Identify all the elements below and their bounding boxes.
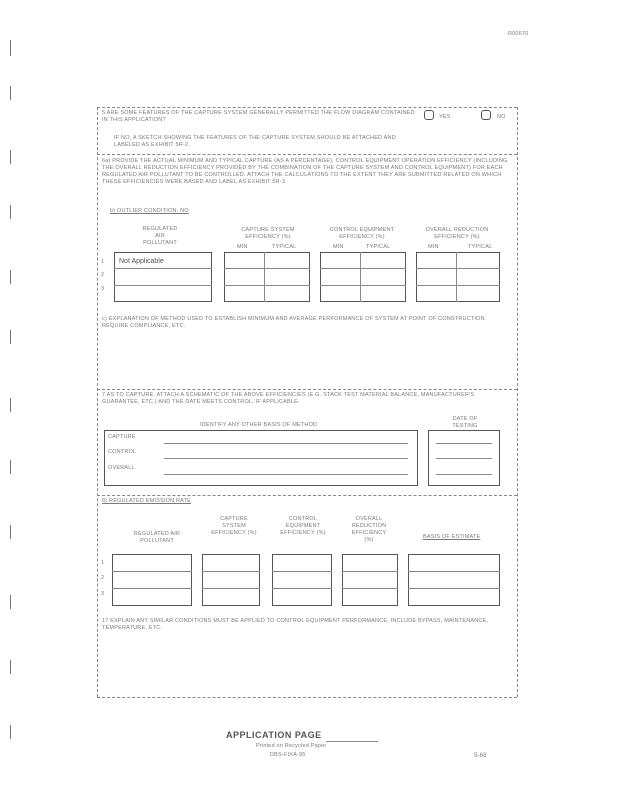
s7-capture-date[interactable] (436, 443, 492, 444)
s6-col-overall-typ: TYPICAL (468, 244, 493, 250)
s8-basis-box (408, 554, 500, 606)
no-label: NO (497, 114, 506, 120)
s7-overall-field[interactable] (164, 474, 408, 475)
page-number: 5-68 (474, 753, 487, 759)
frame-bottom (97, 697, 517, 698)
s8-col-overall: OVERALL REDUCTION EFFICIENCY (%) (351, 516, 387, 543)
row-line (224, 268, 310, 269)
row-line (112, 571, 192, 572)
s7-row-capture: CAPTURE (108, 434, 136, 440)
margin-mark (10, 660, 11, 674)
s6-col-control-typ: TYPICAL (366, 244, 391, 250)
s8-overall-box (342, 554, 398, 606)
s8-label: 8) REGULATED EMISSION RATE (102, 498, 192, 504)
margin-mark (10, 40, 11, 56)
doc-number: R00670 (508, 31, 529, 37)
s8-col-pollutant: REGULATED AIR POLLUTANT (133, 531, 181, 544)
s6-row-number: 3 (101, 286, 105, 292)
divider (97, 495, 517, 496)
row-line (224, 285, 310, 286)
s6-control-box (320, 252, 406, 302)
s6-row1-pollutant[interactable]: Not Applicable (119, 258, 164, 265)
s6b-label: b) OUTLIER CONDITION: NO (110, 208, 189, 214)
row-line (342, 588, 398, 589)
row-line (114, 285, 212, 286)
s6-col-control: CONTROL EQUIPMENT EFFICIENCY (%) (329, 227, 395, 240)
s6-row-number: 1 (101, 259, 105, 265)
s6-row-number: 2 (101, 272, 105, 278)
s6-col-pollutant: REGULATED AIR POLLUTANT (142, 226, 178, 246)
s6c-text: c) EXPLANATION OF METHOD USED TO ESTABLISH MINIMUM AND AVERAGE PERFORMANCE OF SYSTEM AT POINT OF CONSTRUCTION REQUIRE COMPLIANCE, ETC. (102, 316, 485, 329)
yes-checkbox[interactable] (424, 110, 434, 120)
s8-row-number: 3 (101, 591, 105, 597)
s6-capture-box (224, 252, 310, 302)
row-line (416, 268, 500, 269)
row-line (202, 571, 260, 572)
divider (97, 389, 517, 390)
row-line (112, 588, 192, 589)
footer-sub2: DBS-FIXA-95 (270, 752, 306, 758)
frame-right (517, 107, 518, 697)
margin-mark (10, 725, 11, 739)
row-line (408, 588, 500, 589)
footer-title: APPLICATION PAGE (226, 730, 322, 740)
s7-control-field[interactable] (164, 458, 408, 459)
row-line (342, 571, 398, 572)
s8-row-number: 1 (101, 560, 105, 566)
margin-mark (10, 460, 11, 474)
row-line (320, 285, 406, 286)
frame-left (97, 107, 98, 697)
s7-question: 7 AS TO CAPTURE, ATTACH A SCHEMATIC OF THE ABOVE EFFICIENCIES (E.G. STACK TEST MATERIAL BALANCE, MANUFACTURER'S GUARANTEE, ETC.) AND THE DATE MEETS CONTROL, IF APPLICABLE. (102, 392, 475, 405)
s8-note: 17 EXPLAIN ANY SIMILAR CONDITIONS MUST BE APPLIED TO CONTROL EQUIPMENT PERFORMANCE, INCLUDE BYPASS, MAINTENANCE, TEMPERATURE, ETC. (102, 618, 489, 631)
s8-col-basis: BASIS OF ESTIMATE (423, 534, 481, 540)
s6-col-capture-min: MIN (237, 244, 248, 250)
s7-row-overall: OVERALL (108, 465, 135, 471)
col-line (264, 252, 265, 302)
divider (97, 154, 517, 155)
s5-question: 5 ARE SOME FEATURES OF THE CAPTURE SYSTEM GENERALLY PERMITTED THE FLOW DIAGRAM CONTAINED IN THIS APPLICATION? (102, 110, 415, 123)
margin-mark (10, 86, 11, 100)
s8-row-number: 2 (101, 575, 105, 581)
s8-capture-box (202, 554, 260, 606)
margin-mark (10, 595, 11, 609)
s6-overall-box (416, 252, 500, 302)
s7-col-date: DATE OF TESTING (452, 416, 478, 429)
s6-col-control-min: MIN (333, 244, 344, 250)
frame-top (97, 107, 517, 108)
s7-control-date[interactable] (436, 458, 492, 459)
margin-mark (10, 205, 11, 219)
row-line (408, 571, 500, 572)
margin-mark (10, 330, 11, 344)
margin-mark (10, 270, 11, 284)
row-line (272, 588, 332, 589)
row-line (272, 571, 332, 572)
s8-col-capture: CAPTURE SYSTEM EFFICIENCY (%) (211, 516, 257, 536)
margin-mark (10, 150, 11, 164)
no-checkbox[interactable] (481, 110, 491, 120)
s6-col-overall-min: MIN (428, 244, 439, 250)
row-line (202, 588, 260, 589)
footer-sub1: Printed on Recycled Paper (256, 743, 327, 749)
s6-col-capture-typ: TYPICAL (272, 244, 297, 250)
row-line (416, 285, 500, 286)
s8-control-box (272, 554, 332, 606)
s7-col-method: IDENTIFY ANY OTHER BASIS OF METHOD (200, 422, 318, 428)
s8-pollutant-box (112, 554, 192, 606)
s5-note: IF NO, A SKETCH SHOWING THE FEATURES OF THE CAPTURE SYSTEM SHOULD BE ATTACHED AND LABELED AS EXHIBIT 5R-2. (114, 135, 396, 148)
margin-mark (10, 398, 11, 412)
margin-mark (10, 525, 11, 539)
s6a-text: 6a) PROVIDE THE ACTUAL MINIMUM AND TYPICAL CAPTURE (AS A PERCENTAGE), CONTROL EQUIPMENT OPERATION EFFICIENCY (INCLUDING THE OVERALL REDUCTION EFFICIENCY PROVIDED BY THE COMBINATION OF THE CAPTURE SYSTEM AND CONTROL EQUIPMENT) FOR EACH REGULATED AIR POLLUTANT TO BE CONTROLLED. ATTACH THE CALCULATIONS TO THE EXTENT THEY ARE SUBMITTED RELATED ON WHICH THESE EFFICIENCIES WERE BASED AND LABEL AS EXHIBIT 5R-3. (102, 158, 508, 185)
s8-col-control: CONTROL EQUIPMENT EFFICIENCY (%) (280, 516, 326, 536)
s7-row-control: CONTROL (108, 449, 137, 455)
col-line (456, 252, 457, 302)
row-line (320, 268, 406, 269)
s7-overall-date[interactable] (436, 474, 492, 475)
col-line (360, 252, 361, 302)
footer-title-rule (326, 741, 378, 742)
s7-capture-field[interactable] (164, 443, 408, 444)
row-line (114, 268, 212, 269)
yes-label: YES (439, 114, 451, 120)
s6-col-overall: OVERALL REDUCTION EFFICIENCY (%) (425, 227, 489, 240)
s6-col-capture: CAPTURE SYSTEM EFFICIENCY (%) (241, 227, 295, 240)
